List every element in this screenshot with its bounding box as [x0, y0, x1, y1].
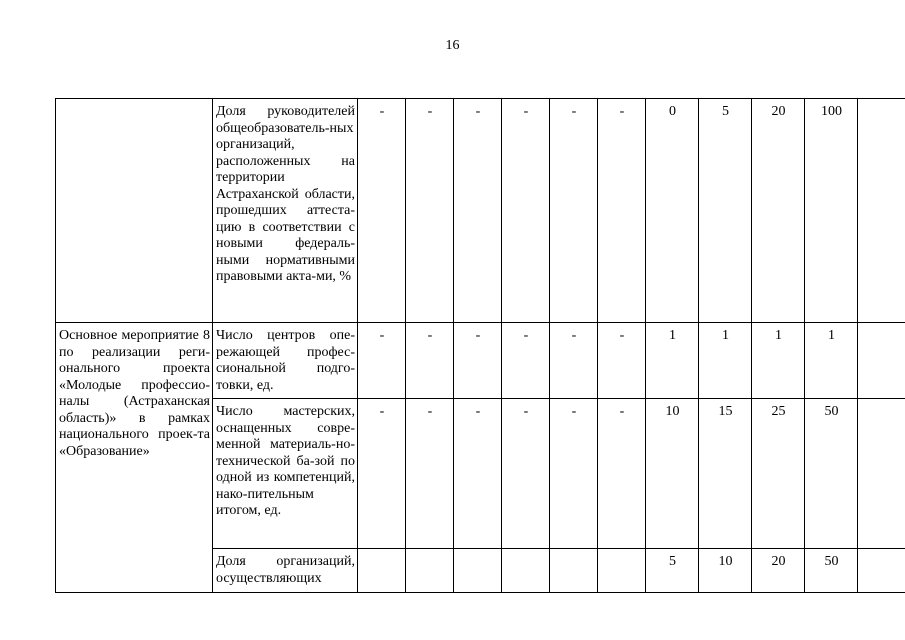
value-cell: -: [598, 323, 646, 399]
value-cell: -: [406, 323, 454, 399]
value-cell: [598, 549, 646, 593]
indicator-cell: Доля руководителей общеобразователь-ных организаций, расположенных на территории Астраханской области, прошедших аттеста-цию в соответствии с новыми федераль-ными нормативными правовыми акта-ми, %: [213, 99, 358, 323]
value-cell: -: [454, 99, 502, 323]
value-cell: 20: [752, 549, 805, 593]
value-cell: -: [502, 323, 550, 399]
value-cell: -: [550, 399, 598, 549]
value-cell: [502, 549, 550, 593]
activity-cell: [56, 99, 213, 323]
value-cell: -: [550, 99, 598, 323]
value-cell: -: [598, 99, 646, 323]
value-cell: [858, 549, 905, 593]
table-row: [56, 323, 905, 399]
value-cell: -: [358, 399, 406, 549]
indicator-cell: Доля организаций, осуществляющих: [213, 549, 358, 593]
indicators-table: [55, 98, 905, 593]
value-cell: [858, 323, 905, 399]
value-cell: 10: [699, 549, 752, 593]
value-cell: 1: [646, 323, 699, 399]
page-number: 16: [445, 38, 460, 53]
table-row: [56, 99, 905, 323]
value-cell: -: [454, 323, 502, 399]
value-cell: 25: [752, 399, 805, 549]
value-cell: 100: [805, 99, 858, 323]
value-cell: -: [358, 99, 406, 323]
value-cell: 1: [699, 323, 752, 399]
value-cell: -: [406, 399, 454, 549]
value-cell: [858, 399, 905, 549]
value-cell: [550, 549, 598, 593]
value-cell: -: [502, 399, 550, 549]
value-cell: 50: [805, 399, 858, 549]
indicator-cell: Число мастерских, оснащенных совре-менной материаль-но-технической ба-зой по одной из компетенций, нако-пительным итогом, ед.: [213, 399, 358, 549]
value-cell: 1: [752, 323, 805, 399]
value-cell: -: [406, 99, 454, 323]
value-cell: -: [598, 399, 646, 549]
value-cell: 10: [646, 399, 699, 549]
value-cell: -: [502, 99, 550, 323]
value-cell: [454, 549, 502, 593]
value-cell: 20: [752, 99, 805, 323]
indicator-cell: Число центров опе-режающей профес-сиональной подго-товки, ед.: [213, 323, 358, 399]
value-cell: -: [454, 399, 502, 549]
activity-cell: Основное мероприятие 8 по реализации реги-онального проекта «Молодые профессио-налы (Астраханская область)» в рамках национального проек-та «Образование»: [56, 323, 213, 593]
value-cell: [858, 99, 905, 323]
value-cell: 0: [646, 99, 699, 323]
value-cell: 1: [805, 323, 858, 399]
value-cell: 5: [646, 549, 699, 593]
value-cell: [406, 549, 454, 593]
value-cell: 50: [805, 549, 858, 593]
value-cell: 15: [699, 399, 752, 549]
value-cell: -: [358, 323, 406, 399]
value-cell: -: [550, 323, 598, 399]
value-cell: [358, 549, 406, 593]
value-cell: 5: [699, 99, 752, 323]
